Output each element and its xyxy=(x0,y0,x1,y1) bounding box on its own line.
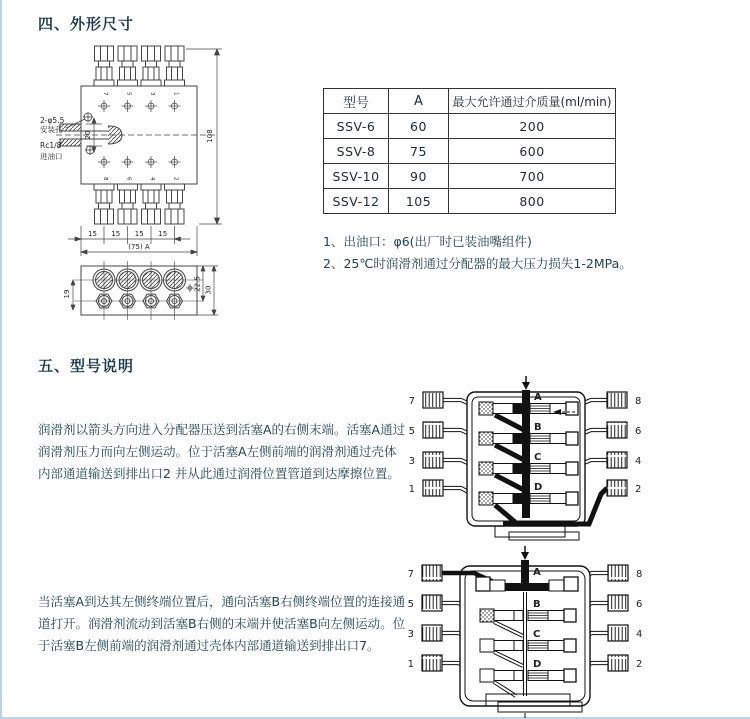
notes-block xyxy=(323,231,632,275)
cell-model: SSV-12 xyxy=(324,189,389,214)
svg-text:7: 7 xyxy=(408,396,415,407)
paragraph-2-line: 当活塞A到达其左侧终端位置后，通向活塞B右侧终端位置的连接通 xyxy=(38,594,406,609)
table-header-row xyxy=(324,89,616,114)
svg-text:3: 3 xyxy=(408,456,415,467)
svg-text:C: C xyxy=(534,452,542,463)
note-outlet: 1、出油口：φ6(出厂时已装油嘴组件) xyxy=(323,234,532,249)
svg-text:4: 4 xyxy=(635,456,642,467)
paragraph-2-line: 道打开。润滑剂流动到活塞B右侧的末端并使活塞B向左侧运动。位 xyxy=(38,616,406,631)
svg-text:1: 1 xyxy=(407,659,414,670)
cell-model: SSV-8 xyxy=(324,139,389,164)
svg-text:6: 6 xyxy=(636,599,643,610)
svg-text:1: 1 xyxy=(172,92,179,96)
cell-flow: 800 xyxy=(449,189,616,214)
cell-flow: 600 xyxy=(449,139,616,164)
svg-text:3: 3 xyxy=(407,629,414,640)
svg-text:7: 7 xyxy=(407,569,414,580)
mount-callout-line1: 2-φ5.5 xyxy=(40,116,65,125)
svg-text:8: 8 xyxy=(102,177,108,181)
svg-text:6: 6 xyxy=(125,177,132,181)
section-5-heading: 五、型号说明 xyxy=(38,357,135,375)
mount-callout-line2: 安装孔 xyxy=(40,125,63,134)
svg-text:5: 5 xyxy=(408,426,415,437)
svg-text:A: A xyxy=(533,567,541,578)
svg-text:C: C xyxy=(533,629,541,640)
cell-a: 75 xyxy=(389,139,449,164)
svg-text:3: 3 xyxy=(149,92,155,96)
cell-flow: 700 xyxy=(449,164,616,189)
spec-table xyxy=(323,88,616,214)
front-view xyxy=(56,46,222,256)
cell-a: 60 xyxy=(389,114,449,139)
dim-15-label-3: 15 xyxy=(134,230,144,238)
cell-a: 105 xyxy=(389,189,449,214)
cell-a: 90 xyxy=(389,164,449,189)
paragraph-1-line: 内部通道输送到排出口2 并从此通过润滑位置管道到达摩擦位置。 xyxy=(38,466,400,481)
svg-text:4: 4 xyxy=(149,177,155,181)
svg-text:6: 6 xyxy=(635,426,642,437)
svg-text:7: 7 xyxy=(102,92,108,96)
dim-15-label-4: 15 xyxy=(158,230,168,238)
table-row xyxy=(324,189,616,214)
paragraph-1-line: 润滑剂压力而向左侧运动。位于活塞A左侧前端的润滑剂通过壳体 xyxy=(38,444,397,459)
dim-15-label-2: 15 xyxy=(111,230,121,238)
inlet-callout-line2: 进油口 xyxy=(40,152,63,161)
paragraph-1 xyxy=(38,419,405,485)
section-4-heading: 四、外形尺寸 xyxy=(38,15,135,33)
dim-19-label: 19 xyxy=(63,289,71,299)
dimension-drawing xyxy=(40,36,340,346)
dim-108-label: 108 xyxy=(206,129,214,143)
note-pressure-loss: 2、25℃时润滑剂通过分配器的最大压力损失1-2MPa。 xyxy=(323,256,632,271)
col-header-flow: 最大允许通过介质量(ml/min) xyxy=(449,89,616,114)
svg-text:2: 2 xyxy=(635,484,642,495)
page-left-edge xyxy=(0,0,2,719)
paragraph-1-line: 润滑剂以箭头方向进入分配器压送到活塞A的右侧末端。活塞A通过 xyxy=(38,422,406,437)
svg-text:2: 2 xyxy=(172,177,179,181)
flow-schematic-state-1 xyxy=(403,376,647,542)
table-row xyxy=(324,164,616,189)
svg-text:D: D xyxy=(533,659,542,670)
col-header-model: 型号 xyxy=(324,89,389,114)
dim-15-row xyxy=(68,226,190,244)
cell-flow: 200 xyxy=(449,114,616,139)
svg-text:A: A xyxy=(534,392,542,403)
svg-text:8: 8 xyxy=(635,396,642,407)
cell-model: SSV-10 xyxy=(324,164,389,189)
svg-text:B: B xyxy=(533,599,541,610)
svg-text:5: 5 xyxy=(407,599,414,610)
cell-model: SSV-6 xyxy=(324,114,389,139)
svg-text:D: D xyxy=(534,482,543,493)
dim-75A-label: (75) A xyxy=(128,243,150,251)
svg-text:1: 1 xyxy=(408,484,415,495)
feedback-loops xyxy=(495,526,579,540)
table-row xyxy=(324,139,616,164)
inlet-callout-line1: Rc1/8 xyxy=(40,141,62,150)
paragraph-2 xyxy=(38,591,405,657)
dim-20-label: 20 xyxy=(84,130,92,140)
svg-text:4: 4 xyxy=(636,629,643,640)
col-header-a: A xyxy=(389,89,449,114)
svg-text:5: 5 xyxy=(125,92,132,96)
svg-text:8: 8 xyxy=(636,569,643,580)
svg-text:B: B xyxy=(534,422,542,433)
dim-30-label: 30 xyxy=(204,285,213,295)
paragraph-2-line: 于活塞B左侧前端的润滑剂通过壳体内部通道输送到排出口7。 xyxy=(38,638,380,653)
dim-15-label-1: 15 xyxy=(88,230,97,238)
dim-22-5-label: 22.5 xyxy=(193,276,202,292)
table-row xyxy=(324,114,616,139)
flow-schematic-state-2 xyxy=(400,546,650,718)
svg-text:2: 2 xyxy=(636,659,643,670)
piston-assemblies xyxy=(480,609,576,682)
